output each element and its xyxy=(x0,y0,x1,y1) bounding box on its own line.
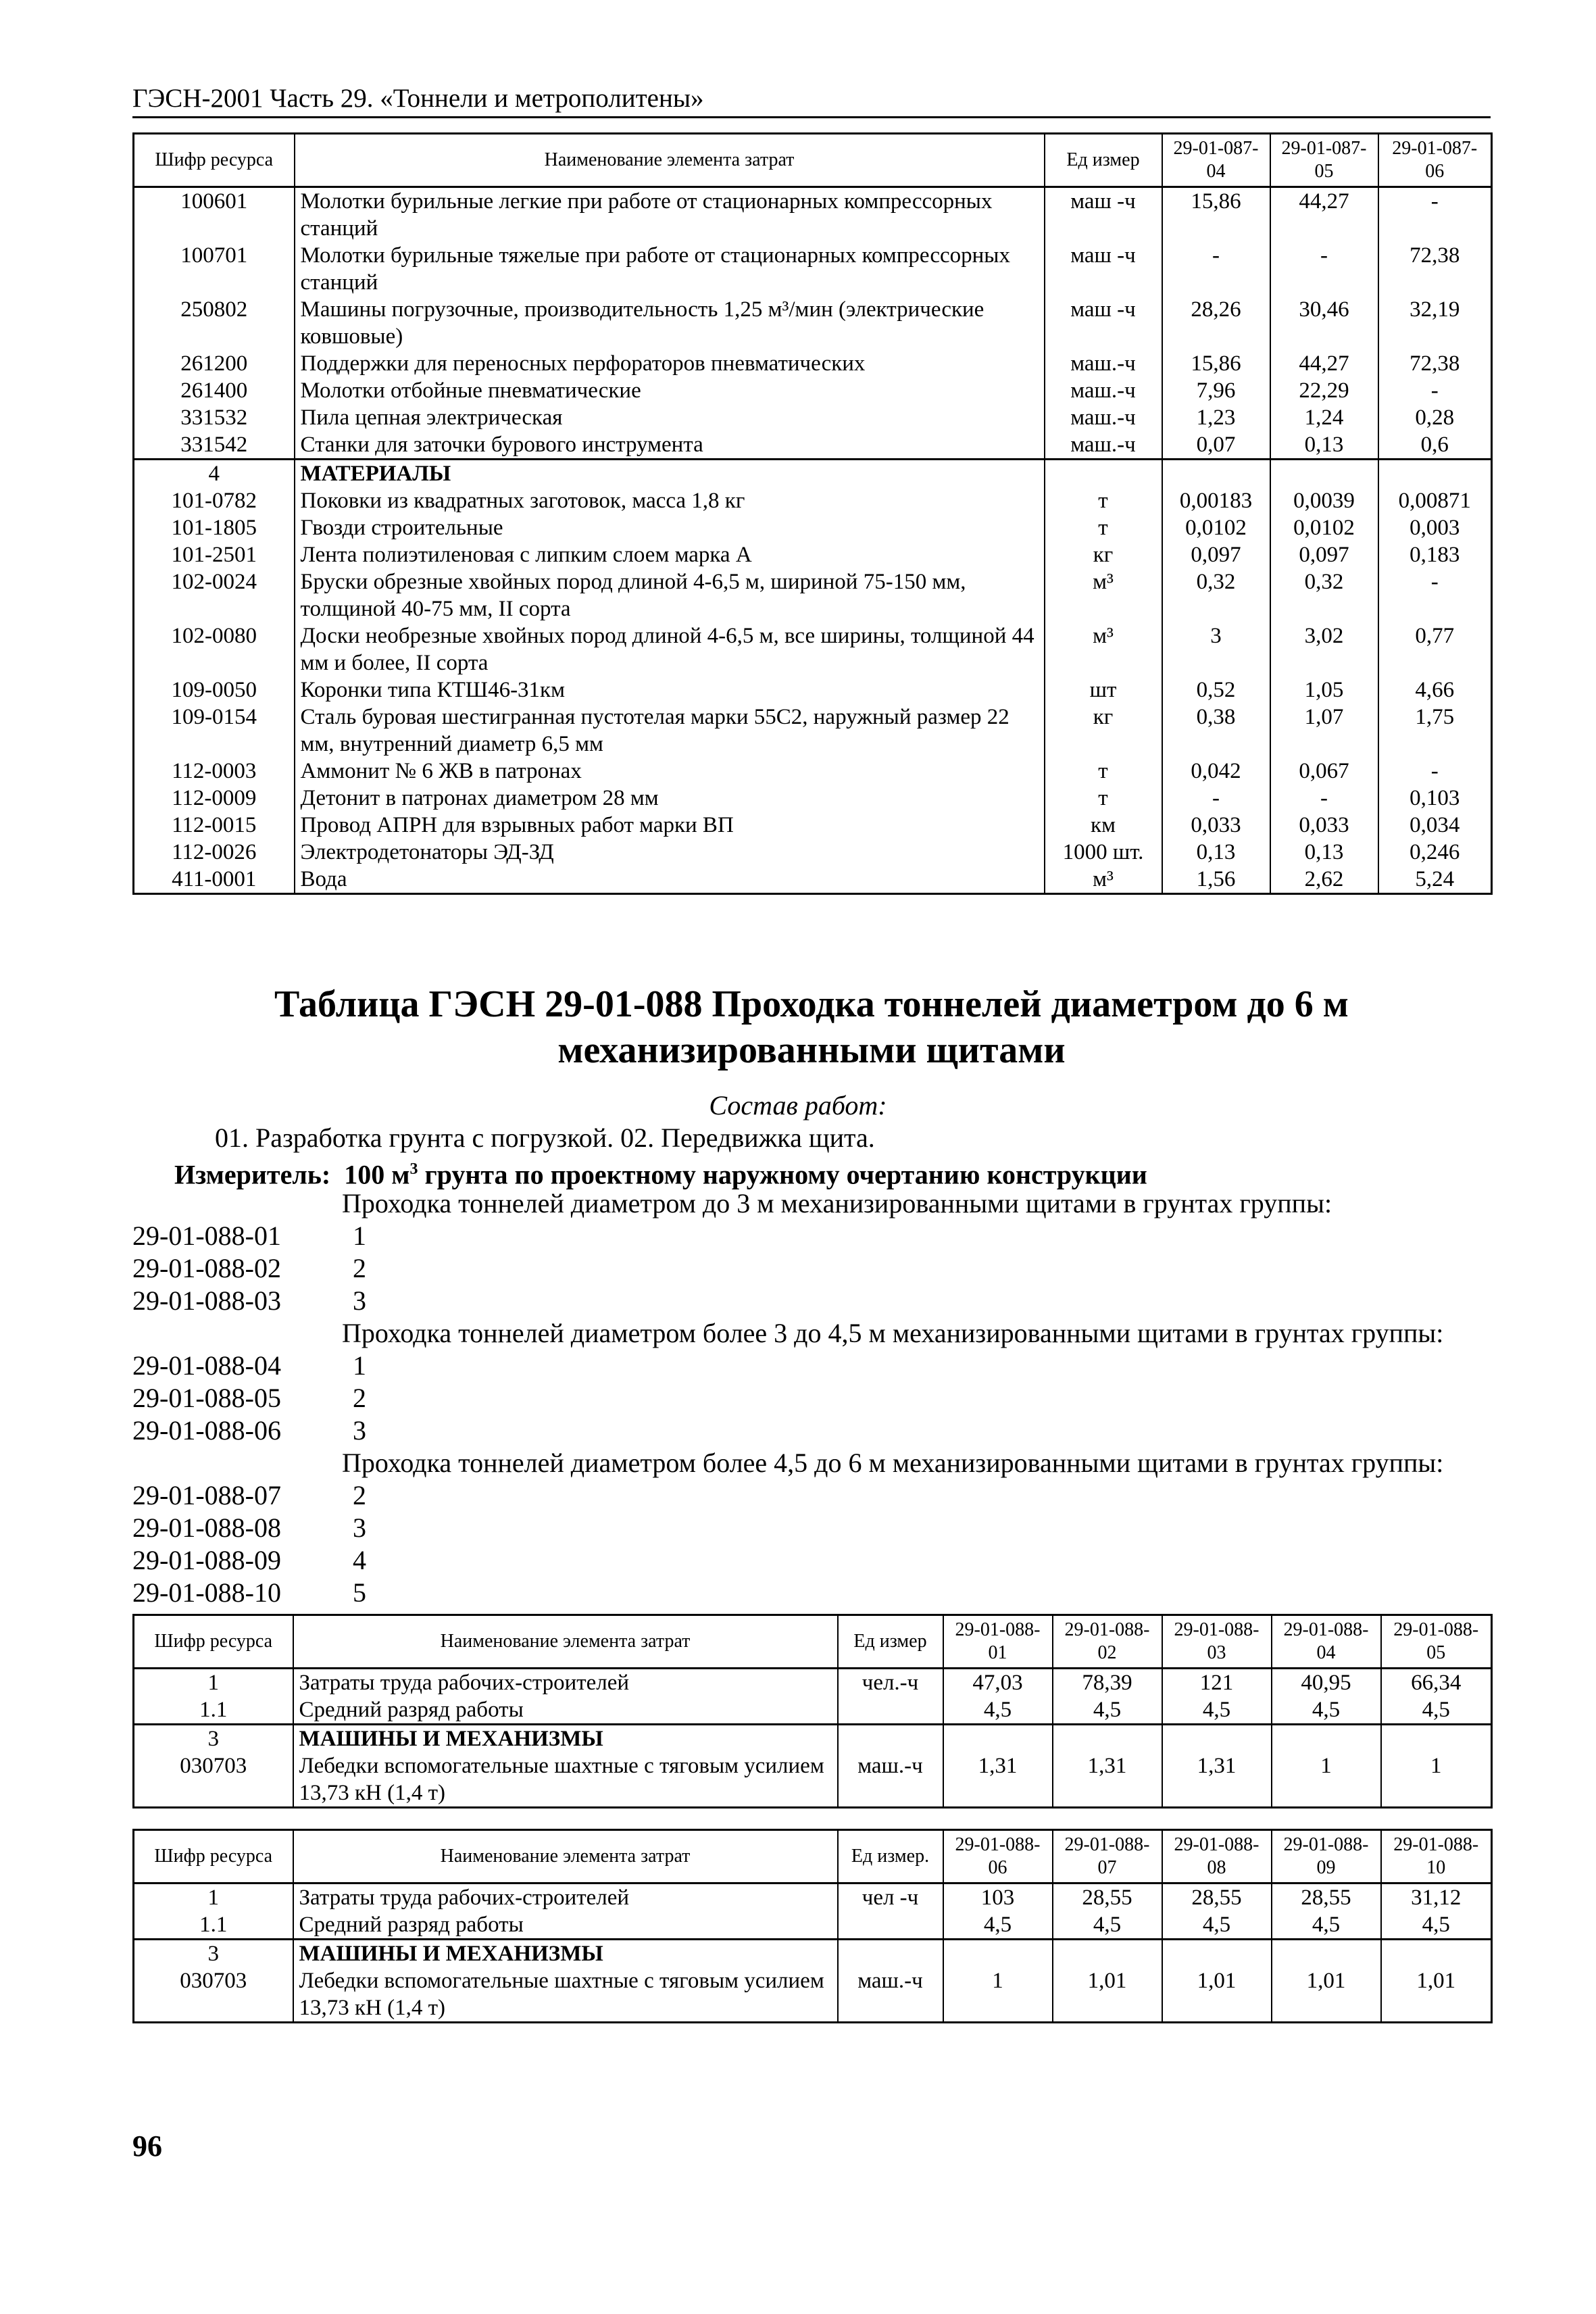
value-087-06: 72,38 xyxy=(1378,242,1492,296)
resource-name: Поддержки для переносных перфораторов пневматических xyxy=(295,350,1045,377)
resource-unit: м³ xyxy=(1045,568,1162,622)
table-row xyxy=(134,758,1492,785)
value-087-05: 44,27 xyxy=(1270,350,1378,377)
resource-code: 331542 xyxy=(134,431,295,460)
value-088-07: 4,5 xyxy=(1053,1911,1162,1940)
value-087-04: 0,52 xyxy=(1162,676,1270,704)
resource-code: 261400 xyxy=(134,377,295,404)
variant-code: 29-01-088-10 xyxy=(132,1577,281,1608)
value-087-04: 0,042 xyxy=(1162,758,1270,785)
variant-row xyxy=(132,1350,1497,1382)
value-087-05: 1,24 xyxy=(1270,404,1378,431)
table-row xyxy=(134,1669,1492,1697)
resource-name: Пила цепная электрическая xyxy=(295,404,1045,431)
resource-unit: 1000 шт. xyxy=(1045,839,1162,866)
resource-code: 030703 xyxy=(134,1967,293,2023)
resource-code: 100601 xyxy=(134,187,295,243)
soil-group-number: 4 xyxy=(353,1545,366,1575)
resource-code: 3 xyxy=(134,1725,293,1753)
resource-code: 112-0026 xyxy=(134,839,295,866)
table-row xyxy=(134,622,1492,676)
table-row xyxy=(134,1967,1492,2023)
value-087-06: 0,103 xyxy=(1378,785,1492,812)
resource-unit: маш.-ч xyxy=(1045,431,1162,460)
resource-unit: т xyxy=(1045,758,1162,785)
resource-name: Бруски обрезные хвойных пород длиной 4-6,5 м, шириной 75-150 мм, толщиной 40-75 мм, II сорта xyxy=(295,568,1045,622)
value-087-05: 0,32 xyxy=(1270,568,1378,622)
value-087-05: 3,02 xyxy=(1270,622,1378,676)
soil-group-number: 1 xyxy=(353,1350,366,1381)
value-087-05: 0,033 xyxy=(1270,812,1378,839)
table-row xyxy=(134,296,1492,350)
resource-unit: чел.-ч xyxy=(838,1669,943,1697)
value-087-04: 28,26 xyxy=(1162,296,1270,350)
column-header-088-04: 29-01-088-04 xyxy=(1272,1615,1381,1669)
value-087-04: 15,86 xyxy=(1162,187,1270,243)
soil-group-number: 1 xyxy=(353,1221,366,1251)
variant-code: 29-01-088-09 xyxy=(132,1545,281,1575)
variant-row xyxy=(132,1544,1497,1577)
table-row xyxy=(134,1752,1492,1808)
value-088-10: 4,5 xyxy=(1381,1911,1492,1940)
variant-group xyxy=(132,1447,1497,1609)
variant-row xyxy=(132,1220,1497,1252)
resource-code: 261200 xyxy=(134,350,295,377)
resource-name: Молотки бурильные легкие при работе от стационарных компрессорных станций xyxy=(295,187,1045,243)
value-088-02: 78,39 xyxy=(1053,1669,1162,1697)
value-088-02: 4,5 xyxy=(1053,1696,1162,1725)
value-088-10: 1,01 xyxy=(1381,1967,1492,2023)
value-088-05: 1 xyxy=(1381,1752,1492,1808)
resource-name: Станки для заточки бурового инструмента xyxy=(295,431,1045,460)
column-header-087-05: 29-01-087-05 xyxy=(1270,134,1378,187)
resource-code: 109-0050 xyxy=(134,676,295,704)
resource-code: 101-2501 xyxy=(134,541,295,568)
variant-row xyxy=(132,1512,1497,1544)
resource-code: 030703 xyxy=(134,1752,293,1808)
resource-name: МАШИНЫ И МЕХАНИЗМЫ xyxy=(293,1940,838,1968)
soil-group-number: 3 xyxy=(353,1512,366,1543)
resource-code: 102-0024 xyxy=(134,568,295,622)
resource-unit: шт xyxy=(1045,676,1162,704)
resource-name: Поковки из квадратных заготовок, масса 1,8 кг xyxy=(295,487,1045,514)
value-087-06: 32,19 xyxy=(1378,296,1492,350)
column-header-088-06: 29-01-088-06 xyxy=(943,1830,1053,1884)
resource-code: 1.1 xyxy=(134,1911,293,1940)
value-088-10: 31,12 xyxy=(1381,1884,1492,1912)
variant-code: 29-01-088-02 xyxy=(132,1253,281,1283)
value-087-05: 0,13 xyxy=(1270,839,1378,866)
variant-row xyxy=(132,1285,1497,1317)
table-header-row xyxy=(134,1615,1492,1669)
value-087-05: 2,62 xyxy=(1270,866,1378,894)
resource-unit xyxy=(838,1940,943,1968)
value-087-06: - xyxy=(1378,568,1492,622)
resource-name: Лебедки вспомогательные шахтные с тяговым усилием 13,73 кН (1,4 т) xyxy=(293,1752,838,1808)
column-header-unit: Ед измер xyxy=(838,1615,943,1669)
table-header-row xyxy=(134,134,1492,187)
value-087-04: 3 xyxy=(1162,622,1270,676)
resource-code: 3 xyxy=(134,1940,293,1968)
resource-name: Детонит в патронах диаметром 28 мм xyxy=(295,785,1045,812)
table-row xyxy=(134,704,1492,758)
meter-superscript: 3 xyxy=(409,1160,418,1178)
resource-unit: кг xyxy=(1045,704,1162,758)
table-row xyxy=(134,676,1492,704)
value-088-06: 103 xyxy=(943,1884,1053,1912)
value-087-06: 5,24 xyxy=(1378,866,1492,894)
value-088-05 xyxy=(1381,1725,1492,1753)
resource-name: Молотки отбойные пневматические xyxy=(295,377,1045,404)
value-087-04: 0,00183 xyxy=(1162,487,1270,514)
variant-group-heading: Проходка тоннелей диаметром более 4,5 до 6 м механизированными щитами в грунтах группы: xyxy=(342,1448,1444,1478)
value-088-01: 47,03 xyxy=(943,1669,1053,1697)
variant-group xyxy=(132,1317,1497,1447)
variant-code: 29-01-088-06 xyxy=(132,1415,281,1446)
value-087-05 xyxy=(1270,460,1378,488)
value-087-05: 1,05 xyxy=(1270,676,1378,704)
table-row xyxy=(134,1696,1492,1725)
resource-unit xyxy=(838,1725,943,1753)
value-088-09: 28,55 xyxy=(1272,1884,1381,1912)
page-number: 96 xyxy=(132,2130,162,2163)
value-087-05: 0,067 xyxy=(1270,758,1378,785)
value-087-06: - xyxy=(1378,377,1492,404)
value-088-07: 28,55 xyxy=(1053,1884,1162,1912)
value-087-05: 0,0039 xyxy=(1270,487,1378,514)
table-row xyxy=(134,866,1492,894)
resource-code: 4 xyxy=(134,460,295,488)
value-087-04: - xyxy=(1162,242,1270,296)
table-row xyxy=(134,1911,1492,1940)
resource-unit: кг xyxy=(1045,541,1162,568)
soil-group-number: 2 xyxy=(353,1383,366,1413)
table-row xyxy=(134,1725,1492,1753)
value-088-05: 4,5 xyxy=(1381,1696,1492,1725)
table-row xyxy=(134,1884,1492,1912)
table-row xyxy=(134,404,1492,431)
variant-row xyxy=(132,1382,1497,1414)
resource-unit: маш.-ч xyxy=(1045,377,1162,404)
value-088-03: 1,31 xyxy=(1162,1752,1272,1808)
variant-group-heading: Проходка тоннелей диаметром до 3 м механизированными щитами в грунтах группы: xyxy=(342,1188,1332,1218)
value-088-01: 1,31 xyxy=(943,1752,1053,1808)
resource-name: МАШИНЫ И МЕХАНИЗМЫ xyxy=(293,1725,838,1753)
meter-value: 100 м xyxy=(344,1159,410,1190)
work-composition-title: Состав работ: xyxy=(709,1090,887,1121)
value-087-06: - xyxy=(1378,758,1492,785)
resource-unit: км xyxy=(1045,812,1162,839)
resource-unit: маш.-ч xyxy=(1045,350,1162,377)
value-087-05: 0,0102 xyxy=(1270,514,1378,541)
value-087-04: 0,32 xyxy=(1162,568,1270,622)
variant-code: 29-01-088-04 xyxy=(132,1350,281,1381)
table-row xyxy=(134,487,1492,514)
resource-code: 101-1805 xyxy=(134,514,295,541)
meter-description: грунта по проектному наружному очертанию конструкции xyxy=(418,1159,1147,1190)
column-header-088-05: 29-01-088-05 xyxy=(1381,1615,1492,1669)
column-header-code: Шифр ресурса xyxy=(134,1615,293,1669)
value-087-04: 1,56 xyxy=(1162,866,1270,894)
table-row xyxy=(134,514,1492,541)
table-header-row xyxy=(134,1830,1492,1884)
value-088-01: 4,5 xyxy=(943,1696,1053,1725)
variant-code: 29-01-088-08 xyxy=(132,1512,281,1543)
value-087-04: 0,13 xyxy=(1162,839,1270,866)
value-088-06: 4,5 xyxy=(943,1911,1053,1940)
column-header-087-04: 29-01-087-04 xyxy=(1162,134,1270,187)
table-row xyxy=(134,350,1492,377)
column-header-unit: Ед измер xyxy=(1045,134,1162,187)
value-087-06: 0,183 xyxy=(1378,541,1492,568)
table-row xyxy=(134,541,1492,568)
value-087-06: 4,66 xyxy=(1378,676,1492,704)
value-087-04: 1,23 xyxy=(1162,404,1270,431)
resource-code: 100701 xyxy=(134,242,295,296)
column-header-088-10: 29-01-088-10 xyxy=(1381,1830,1492,1884)
value-087-04: 7,96 xyxy=(1162,377,1270,404)
resource-table-088-01-05 xyxy=(132,1614,1493,1808)
value-088-07: 1,01 xyxy=(1053,1967,1162,2023)
resource-name: Коронки типа КТШ46-31км xyxy=(295,676,1045,704)
variant-code: 29-01-088-01 xyxy=(132,1221,281,1251)
variant-group-heading: Проходка тоннелей диаметром более 3 до 4,5 м механизированными щитами в грунтах группы: xyxy=(342,1318,1444,1348)
table-row xyxy=(134,431,1492,460)
soil-group-number: 3 xyxy=(353,1415,366,1446)
value-088-04: 1 xyxy=(1272,1752,1381,1808)
resource-name: Аммонит № 6 ЖВ в патронах xyxy=(295,758,1045,785)
resource-name: Сталь буровая шестигранная пустотелая марки 55С2, наружный размер 22 мм, внутренний диаметр 6,5 мм xyxy=(295,704,1045,758)
column-header-code: Шифр ресурса xyxy=(134,1830,293,1884)
resource-unit: т xyxy=(1045,785,1162,812)
meter-label: Измеритель: xyxy=(174,1159,331,1190)
value-088-09 xyxy=(1272,1940,1381,1968)
value-088-09: 4,5 xyxy=(1272,1911,1381,1940)
value-088-04 xyxy=(1272,1725,1381,1753)
value-087-06: 0,00871 xyxy=(1378,487,1492,514)
soil-group-number: 2 xyxy=(353,1480,366,1510)
resource-code: 250802 xyxy=(134,296,295,350)
variant-row xyxy=(132,1479,1497,1512)
resource-name: Затраты труда рабочих-строителей xyxy=(293,1669,838,1697)
variant-code: 29-01-088-07 xyxy=(132,1480,281,1510)
value-087-05: 0,13 xyxy=(1270,431,1378,460)
value-088-03 xyxy=(1162,1725,1272,1753)
resource-name: Вода xyxy=(295,866,1045,894)
resource-code: 112-0009 xyxy=(134,785,295,812)
value-088-08: 4,5 xyxy=(1162,1911,1272,1940)
column-header-unit: Ед измер. xyxy=(838,1830,943,1884)
column-header-088-02: 29-01-088-02 xyxy=(1053,1615,1162,1669)
variant-group xyxy=(132,1187,1497,1317)
resource-name: Средний разряд работы xyxy=(293,1696,838,1725)
value-087-06 xyxy=(1378,460,1492,488)
variant-row xyxy=(132,1252,1497,1285)
value-087-04: 15,86 xyxy=(1162,350,1270,377)
value-088-04: 4,5 xyxy=(1272,1696,1381,1725)
value-088-08: 28,55 xyxy=(1162,1884,1272,1912)
value-087-05: - xyxy=(1270,785,1378,812)
resource-name: Гвозди строительные xyxy=(295,514,1045,541)
resource-code: 1 xyxy=(134,1884,293,1912)
resource-name: Средний разряд работы xyxy=(293,1911,838,1940)
value-088-02 xyxy=(1053,1725,1162,1753)
resource-unit: м³ xyxy=(1045,622,1162,676)
column-header-088-08: 29-01-088-08 xyxy=(1162,1830,1272,1884)
meter-line xyxy=(174,1153,1147,1191)
value-088-05: 66,34 xyxy=(1381,1669,1492,1697)
work-composition-text: 01. Разработка грунта с погрузкой. 02. Передвижка щита. xyxy=(215,1123,875,1153)
column-header-name: Наименование элемента затрат xyxy=(293,1615,838,1669)
value-087-04: 0,033 xyxy=(1162,812,1270,839)
value-087-06: 0,003 xyxy=(1378,514,1492,541)
value-087-06: 72,38 xyxy=(1378,350,1492,377)
value-088-08 xyxy=(1162,1940,1272,1968)
resource-unit: т xyxy=(1045,514,1162,541)
resource-unit xyxy=(1045,460,1162,488)
resource-code: 112-0003 xyxy=(134,758,295,785)
table-title: Таблица ГЭСН 29-01-088 Проходка тоннелей диаметром до 6 м механизированными щитами xyxy=(274,983,1349,1071)
variant-code: 29-01-088-03 xyxy=(132,1285,281,1316)
resource-name: Машины погрузочные, производительность 1,25 м³/мин (электрические ковшовые) xyxy=(295,296,1045,350)
resource-unit: маш -ч xyxy=(1045,187,1162,243)
value-087-06: 0,77 xyxy=(1378,622,1492,676)
value-088-01 xyxy=(943,1725,1053,1753)
value-088-03: 4,5 xyxy=(1162,1696,1272,1725)
page-header: ГЭСН-2001 Часть 29. «Тоннели и метрополитены» xyxy=(132,82,1491,118)
resource-name: Доски необрезные хвойных пород длиной 4-6,5 м, все ширины, толщиной 44 мм и более, II сорта xyxy=(295,622,1045,676)
value-087-04: 0,097 xyxy=(1162,541,1270,568)
resource-code: 411-0001 xyxy=(134,866,295,894)
value-087-05: 22,29 xyxy=(1270,377,1378,404)
value-087-05: 44,27 xyxy=(1270,187,1378,243)
value-087-05: - xyxy=(1270,242,1378,296)
value-088-06: 1 xyxy=(943,1967,1053,2023)
resource-code: 1.1 xyxy=(134,1696,293,1725)
value-088-02: 1,31 xyxy=(1053,1752,1162,1808)
resource-name: Затраты труда рабочих-строителей xyxy=(293,1884,838,1912)
value-088-08: 1,01 xyxy=(1162,1967,1272,2023)
table-row xyxy=(134,1940,1492,1968)
variant-row xyxy=(132,1414,1497,1447)
column-header-name: Наименование элемента затрат xyxy=(293,1830,838,1884)
resource-unit: маш.-ч xyxy=(838,1752,943,1808)
value-088-10 xyxy=(1381,1940,1492,1968)
soil-group-number: 5 xyxy=(353,1577,366,1608)
column-header-code: Шифр ресурса xyxy=(134,134,295,187)
table-row xyxy=(134,812,1492,839)
variant-code: 29-01-088-05 xyxy=(132,1383,281,1413)
value-088-06 xyxy=(943,1940,1053,1968)
resource-unit: маш.-ч xyxy=(1045,404,1162,431)
resource-code: 102-0080 xyxy=(134,622,295,676)
resource-name: Лента полиэтиленовая с липким слоем марка А xyxy=(295,541,1045,568)
value-087-05: 30,46 xyxy=(1270,296,1378,350)
value-087-06: 0,246 xyxy=(1378,839,1492,866)
value-087-04 xyxy=(1162,460,1270,488)
resource-unit xyxy=(838,1696,943,1725)
resource-name: Лебедки вспомогательные шахтные с тяговым усилием 13,73 кН (1,4 т) xyxy=(293,1967,838,2023)
resource-table-088-06-10 xyxy=(132,1829,1493,2023)
resource-name: Провод АПРН для взрывных работ марки ВП xyxy=(295,812,1045,839)
value-087-06: 0,034 xyxy=(1378,812,1492,839)
resource-code: 109-0154 xyxy=(134,704,295,758)
value-088-04: 40,95 xyxy=(1272,1669,1381,1697)
value-087-06: - xyxy=(1378,187,1492,243)
resource-code: 112-0015 xyxy=(134,812,295,839)
table-row xyxy=(134,460,1492,488)
norm-variants-list xyxy=(132,1187,1497,1609)
column-header-088-07: 29-01-088-07 xyxy=(1053,1830,1162,1884)
resource-unit: чел -ч xyxy=(838,1884,943,1912)
value-088-07 xyxy=(1053,1940,1162,1968)
resource-name: МАТЕРИАЛЫ xyxy=(295,460,1045,488)
soil-group-number: 3 xyxy=(353,1285,366,1316)
table-row xyxy=(134,785,1492,812)
resource-unit: т xyxy=(1045,487,1162,514)
value-087-04: 0,0102 xyxy=(1162,514,1270,541)
resource-code: 1 xyxy=(134,1669,293,1697)
value-087-05: 0,097 xyxy=(1270,541,1378,568)
variant-row xyxy=(132,1577,1497,1609)
resource-code: 101-0782 xyxy=(134,487,295,514)
resource-table-087 xyxy=(132,132,1493,895)
resource-name: Молотки бурильные тяжелые при работе от стационарных компрессорных станций xyxy=(295,242,1045,296)
resource-unit: маш.-ч xyxy=(838,1967,943,2023)
resource-unit: м³ xyxy=(1045,866,1162,894)
column-header-087-06: 29-01-087-06 xyxy=(1378,134,1492,187)
resource-unit xyxy=(838,1911,943,1940)
resource-unit: маш -ч xyxy=(1045,296,1162,350)
value-088-09: 1,01 xyxy=(1272,1967,1381,2023)
value-087-06: 1,75 xyxy=(1378,704,1492,758)
value-087-06: 0,28 xyxy=(1378,404,1492,431)
column-header-088-09: 29-01-088-09 xyxy=(1272,1830,1381,1884)
column-header-name: Наименование элемента затрат xyxy=(295,134,1045,187)
resource-name: Электродетонаторы ЭД-ЗД xyxy=(295,839,1045,866)
value-087-04: 0,07 xyxy=(1162,431,1270,460)
column-header-088-03: 29-01-088-03 xyxy=(1162,1615,1272,1669)
value-087-06: 0,6 xyxy=(1378,431,1492,460)
soil-group-number: 2 xyxy=(353,1253,366,1283)
value-087-04: - xyxy=(1162,785,1270,812)
table-row xyxy=(134,839,1492,866)
table-row xyxy=(134,242,1492,296)
column-header-088-01: 29-01-088-01 xyxy=(943,1615,1053,1669)
table-row xyxy=(134,377,1492,404)
resource-code: 331532 xyxy=(134,404,295,431)
resource-unit: маш -ч xyxy=(1045,242,1162,296)
value-088-03: 121 xyxy=(1162,1669,1272,1697)
table-row xyxy=(134,187,1492,243)
value-087-05: 1,07 xyxy=(1270,704,1378,758)
value-087-04: 0,38 xyxy=(1162,704,1270,758)
table-row xyxy=(134,568,1492,622)
